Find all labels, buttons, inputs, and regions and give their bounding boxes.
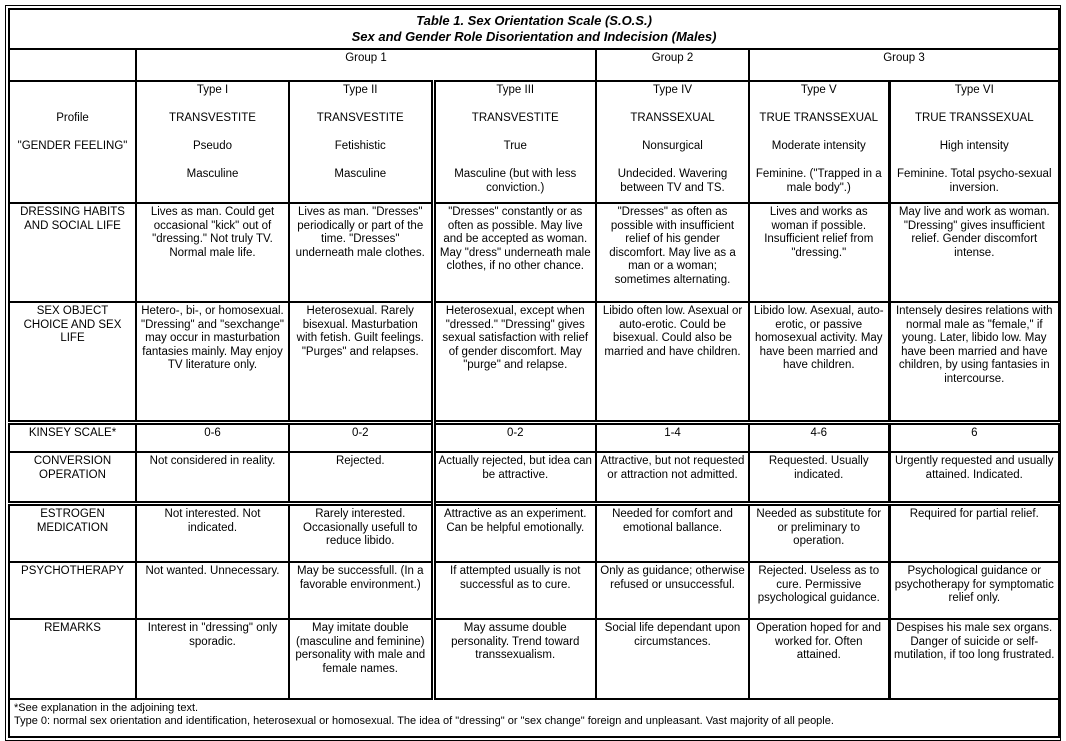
table-cell: Actually rejected, but idea can be attractive.	[433, 452, 596, 504]
table-cell: Requested. Usually indicated.	[749, 452, 889, 504]
table-cell: Needed as substitute for or preliminary to operation.	[749, 504, 889, 563]
row-label-dressing-habits: DRESSING HABITS AND SOCIAL LIFE	[9, 203, 136, 302]
table-cell: May be successfull. (In a favorable environment.)	[289, 562, 433, 619]
type-gender-feeling: Masculine	[334, 168, 387, 180]
table-cell: Heterosexual, except when "dressed." "Dressing" gives sexual satisfaction with relief of gender discomfort. May "purge" and relapse.	[433, 302, 596, 423]
type-number: Type VI	[954, 84, 994, 96]
type-variant: High intensity	[939, 140, 1009, 152]
type-5-header	[749, 81, 889, 203]
type-gender-feeling: Undecided. Wavering between TV and TS.	[617, 168, 728, 194]
type-gender-feeling: Masculine (but with less conviction.)	[454, 168, 577, 194]
table-cell: Required for partial relief.	[889, 504, 1059, 563]
table-cell: Intensely desires relations with normal male as "female," if young. Later, libido low. May have been married and have children, by using fantasies in intercourse.	[889, 302, 1059, 423]
table-cell: Rarely interested. Occasionally usefull to reduce libido.	[289, 504, 433, 563]
table-cell: Lives as man. "Dresses" periodically or part of the time. "Dresses" underneath male clothes.	[289, 203, 433, 302]
type-category: TRUE TRANSSEXUAL	[759, 112, 879, 124]
table-cell: 6	[889, 423, 1059, 453]
type-number: Type III	[496, 84, 535, 96]
row-conversion-operation	[9, 452, 1059, 504]
table-cell: May imitate double (masculine and feminine) personality with male and female names.	[289, 619, 433, 699]
group-header-row	[9, 49, 1059, 81]
table-cell: 1-4	[596, 423, 749, 453]
table-cell: Only as guidance; otherwise refused or unsuccessful.	[596, 562, 749, 619]
table-cell: Heterosexual. Rarely bisexual. Masturbation with fetish. Guilt feelings. "Purges" and relapses.	[289, 302, 433, 423]
group-1-header: Group 1	[136, 49, 596, 81]
table-cell: Psychological guidance or psychotherapy for symptomatic relief only.	[889, 562, 1059, 619]
table-cell: Needed for comfort and emotional ballance.	[596, 504, 749, 563]
row-dressing-habits	[9, 203, 1059, 302]
footnote-row	[9, 699, 1059, 737]
table-outer-border	[5, 5, 1061, 741]
profile-label: Profile	[56, 112, 89, 124]
type-3-header	[433, 81, 596, 203]
spacer	[13, 84, 132, 112]
table-cell: 4-6	[749, 423, 889, 453]
table-cell: Urgently requested and usually attained. Indicated.	[889, 452, 1059, 504]
table-cell: If attempted usually is not successful as to cure.	[433, 562, 596, 619]
type-variant: True	[503, 140, 527, 152]
table-cell: Rejected.	[289, 452, 433, 504]
table-cell: May assume double personality. Trend toward transsexualism.	[433, 619, 596, 699]
type-gender-feeling: Feminine. Total psycho-sexual inversion.	[897, 168, 1052, 194]
type-6-header	[889, 81, 1059, 203]
row-sex-object-choice	[9, 302, 1059, 423]
row-kinsey-scale	[9, 423, 1059, 453]
row-psychotherapy	[9, 562, 1059, 619]
table-cell: "Dresses" constantly or as often as possible. May live and be accepted as woman. May "dress" underneath male clothes, if no other chance.	[433, 203, 596, 302]
profile-header-row	[9, 81, 1059, 203]
type-variant: Moderate intensity	[771, 140, 866, 152]
row-label-psychotherapy: PSYCHOTHERAPY	[9, 562, 136, 619]
type-category: TRANSVESTITE	[316, 112, 404, 124]
table-cell: Despises his male sex organs. Danger of suicide or self-mutilation, if too long frustrated.	[889, 619, 1059, 699]
table-cell: Attractive, but not requested or attraction not admitted.	[596, 452, 749, 504]
row-label-remarks: REMARKS	[9, 619, 136, 699]
table-cell: Interest in "dressing" only sporadic.	[136, 619, 289, 699]
title-row	[9, 9, 1059, 49]
gender-feeling-label: "GENDER FEELING"	[17, 140, 128, 152]
type-category: TRUE TRANSSEXUAL	[914, 112, 1034, 124]
type-number: Type I	[196, 84, 229, 96]
type-category: TRANSVESTITE	[471, 112, 559, 124]
row-remarks	[9, 619, 1059, 699]
footnote-type0: Type 0: normal sex orientation and identification, heterosexual or homosexual. The idea of "dressing" or "sex change" foreign and unpleasant. Vast majority of all people.	[14, 715, 834, 727]
type-number: Type IV	[653, 84, 692, 96]
type-variant: Nonsurgical	[642, 140, 703, 152]
table-cell: Libido low. Asexual, auto-erotic, or passive homosexual activity. May have been married and have children.	[749, 302, 889, 423]
table-cell: Social life dependant upon circumstances.	[596, 619, 749, 699]
sos-table	[8, 8, 1060, 738]
group-2-header: Group 2	[596, 49, 749, 81]
table-cell: Attractive as an experiment. Can be helpful emotionally.	[433, 504, 596, 563]
table-cell: Operation hoped for and worked for. Often attained.	[749, 619, 889, 699]
table-cell: "Dresses" as often as possible with insufficient relief of his gender discomfort. May live as a man or a woman; sometimes alternating.	[596, 203, 749, 302]
type-variant: Fetishistic	[334, 140, 386, 152]
type-4-header	[596, 81, 749, 203]
footnote-cell	[9, 699, 1059, 737]
table-cell: 0-6	[136, 423, 289, 453]
type-number: Type II	[342, 84, 378, 96]
type-gender-feeling: Feminine. ("Trapped in a male body".)	[755, 168, 882, 194]
table-cell: Libido often low. Asexual or auto-erotic. Could be bisexual. Could also be married and have children.	[596, 302, 749, 423]
table-cell: 0-2	[289, 423, 433, 453]
table-title: Table 1. Sex Orientation Scale (S.O.S.)	[416, 13, 652, 28]
row-estrogen-medication	[9, 504, 1059, 563]
table-cell: Rejected. Useless as to cure. Permissive psychological guidance.	[749, 562, 889, 619]
group-3-header: Group 3	[749, 49, 1059, 81]
type-gender-feeling: Masculine	[186, 168, 239, 180]
footnote-asterisk: *See explanation in the adjoining text.	[14, 702, 199, 714]
type-number: Type V	[800, 84, 837, 96]
profile-row-label-cell	[9, 81, 136, 203]
table-cell: 0-2	[433, 423, 596, 453]
spacer	[13, 168, 132, 182]
table-cell: Not wanted. Unnecessary.	[136, 562, 289, 619]
table-title-cell	[9, 9, 1059, 49]
table-cell: Lives as man. Could get occasional "kick" out of "dressing." Not truly TV. Normal male life.	[136, 203, 289, 302]
table-subtitle: Sex and Gender Role Disorientation and Indecision (Males)	[351, 29, 717, 44]
type-category: TRANSVESTITE	[169, 112, 256, 124]
table-cell: Not considered in reality.	[136, 452, 289, 504]
table-cell: Not interested. Not indicated.	[136, 504, 289, 563]
table-cell: Hetero-, bi-, or homosexual. "Dressing" and "sexchange" may occur in masturbation fantasies mainly. May enjoy TV literature only.	[136, 302, 289, 423]
type-1-header	[136, 81, 289, 203]
row-label-kinsey-scale: KINSEY SCALE*	[9, 423, 136, 453]
type-2-header	[289, 81, 433, 203]
row-label-conversion-operation: CONVERSION OPERATION	[9, 452, 136, 504]
type-category: TRANSSEXUAL	[630, 112, 715, 124]
table-cell: May live and work as woman. "Dressing" gives insufficient relief. Gender discomfort intense.	[889, 203, 1059, 302]
row-label-sex-object-choice: SEX OBJECT CHOICE AND SEX LIFE	[9, 302, 136, 423]
table-cell: Lives and works as woman if possible. Insufficient relief from "dressing."	[749, 203, 889, 302]
corner-cell	[9, 49, 136, 81]
type-variant: Pseudo	[192, 140, 232, 152]
row-label-estrogen-medication: ESTROGEN MEDICATION	[9, 504, 136, 563]
